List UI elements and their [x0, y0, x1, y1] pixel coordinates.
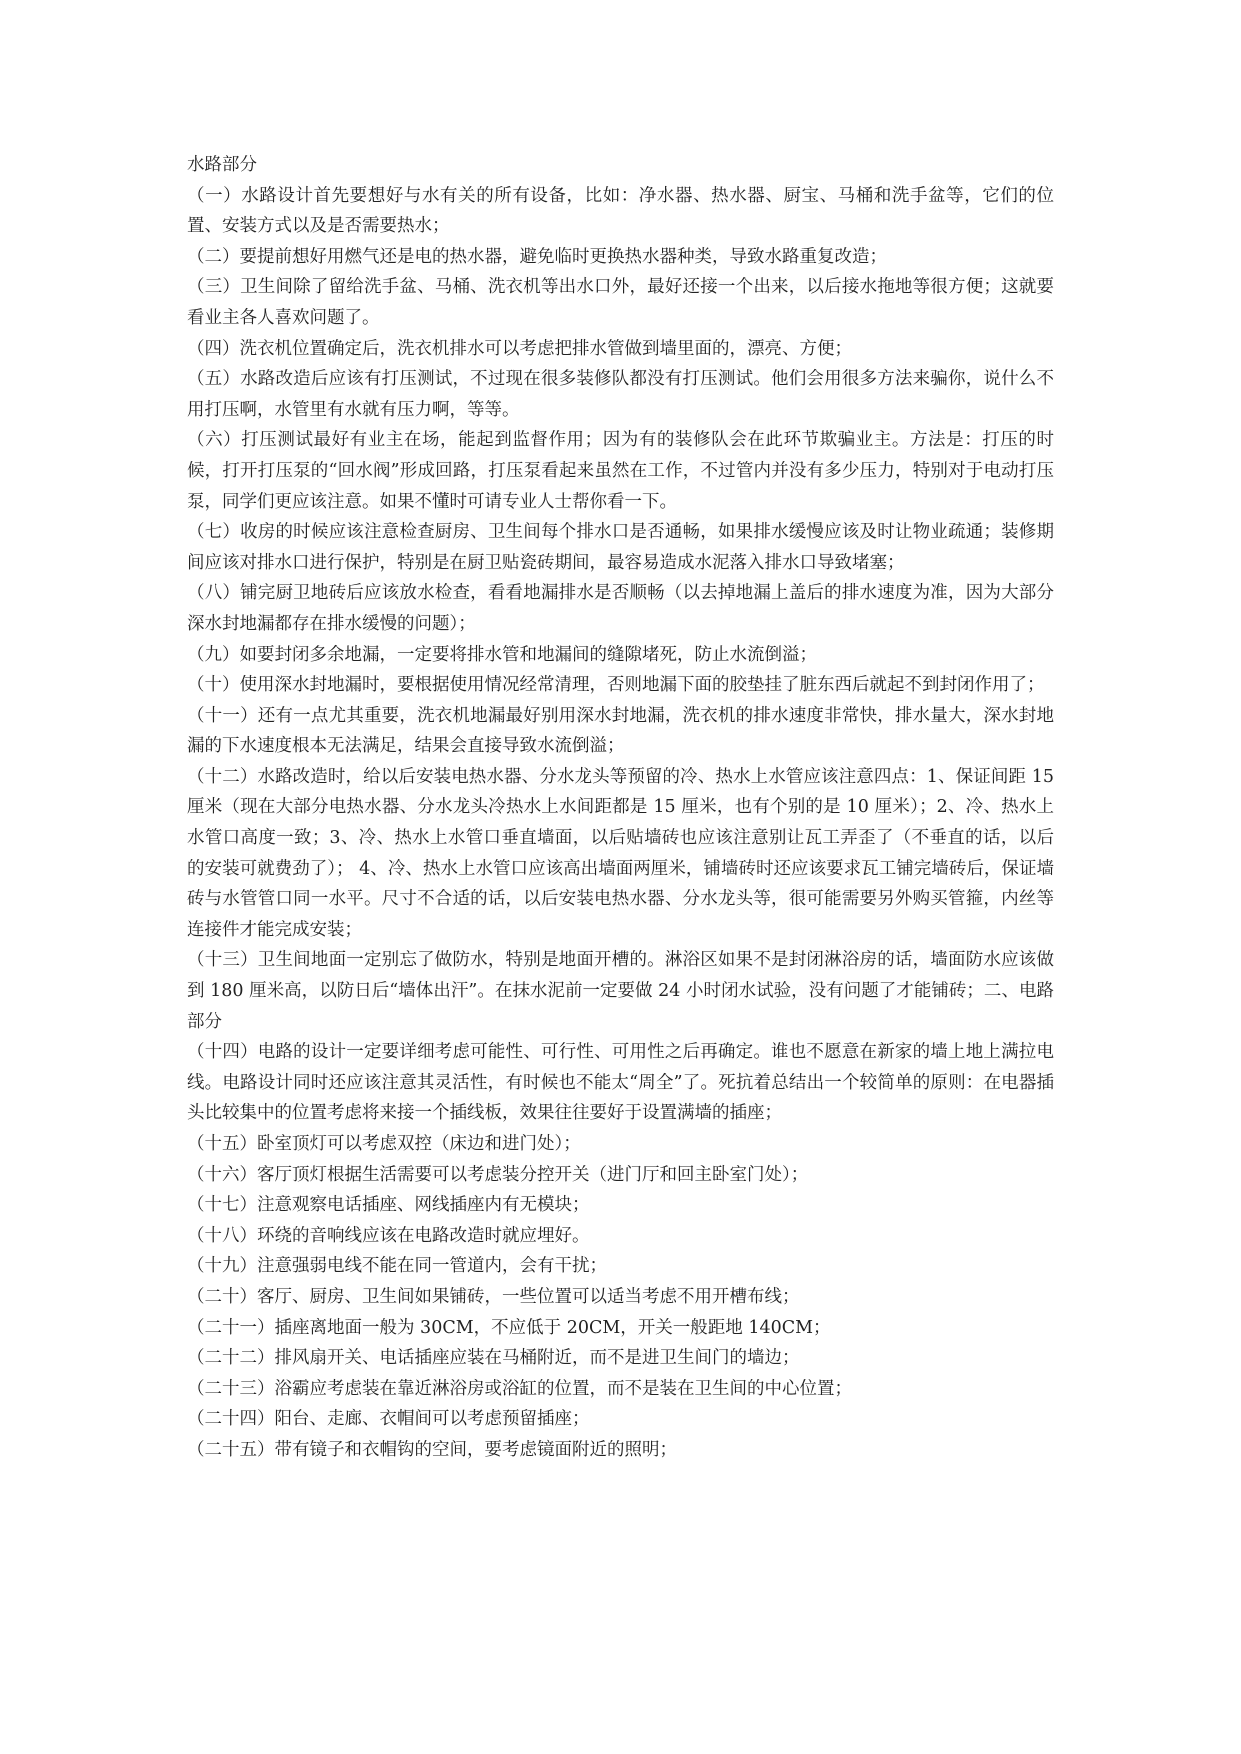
paragraph: （八）铺完厨卫地砖后应该放水检查，看看地漏排水是否顺畅（以去掉地漏上盖后的排水速度为准，因为大部分深水封地漏都存在排水缓慢的问题）；	[187, 583, 1054, 634]
paragraph: （二十二）排风扇开关、电话插座应装在马桶附近，而不是进卫生间门的墙边；	[187, 1348, 800, 1369]
paragraph: （十六）客厅顶灯根据生活需要可以考虑装分控开关（进门厅和回主卧室门处）；	[187, 1164, 809, 1185]
document-body	[187, 150, 1054, 1466]
paragraph: （十二）水路改造时，给以后安装电热水器、分水龙头等预留的冷、热水上水管应该注意四点：1、保证间距 15 厘米（现在大部分电热水器、分水龙头冷热水上水间距都是 15 厘米，也有个别的是 10 厘米）；2、冷、热水上水管口高度一致；3、冷、热水上水管口垂直墙面，以后贴墙砖也应该注意别让瓦工弄歪了（不垂直的话，以后的安装可就费劲了）； 4、冷、热水上水管口应该高出墙面两厘米，铺墙砖时还应该要求瓦工铺完墙砖后，保证墙砖与水管管口同一水平。尺寸不合适的话，以后安装电热水器、分水龙头等，很可能需要另外购买管箍，内丝等连接件才能完成安装；	[187, 766, 1054, 940]
paragraph: （一）水路设计首先要想好与水有关的所有设备，比如：净水器、热水器、厨宝、马桶和洗手盆等，它们的位置、安装方式以及是否需要热水；	[187, 185, 1054, 237]
paragraph: （二十）客厅、厨房、卫生间如果铺砖，一些位置可以适当考虑不用开槽布线；	[187, 1286, 800, 1307]
paragraph: （十九）注意强弱电线不能在同一管道内，会有干扰；	[187, 1256, 607, 1277]
paragraph: （四）洗衣机位置确定后，洗衣机排水可以考虑把排水管做到墙里面的，漂亮、方便；	[187, 338, 852, 359]
paragraph: （七）收房的时候应该注意检查厨房、卫生间每个排水口是否通畅，如果排水缓慢应该及时让物业疏通；装修期间应该对排水口进行保护，特别是在厨卫贴瓷砖期间，最容易造成水泥落入排水口导致堵塞；	[187, 522, 1054, 573]
paragraph: （九）如要封闭多余地漏，一定要将排水管和地漏间的缝隙堵死，防止水流倒溢；	[187, 644, 817, 665]
paragraph: （五）水路改造后应该有打压测试，不过现在很多装修队都没有打压测试。他们会用很多方法来骗你，说什么不用打压啊，水管里有水就有压力啊，等等。	[187, 369, 1054, 420]
paragraph: （六）打压测试最好有业主在场，能起到监督作用；因为有的装修队会在此环节欺骗业主。方法是：打压的时候，打开打压泵的“回水阀”形成回路，打压泵看起来虽然在工作，不过管内并没有多少压力，特别对于电动打压泵，同学们更应该注意。如果不懂时可请专业人士帮你看一下。	[187, 430, 1054, 512]
paragraph: （十三）卫生间地面一定别忘了做防水，特别是地面开槽的。淋浴区如果不是封闭淋浴房的话，墙面防水应该做到 180 厘米高，以防日后“墙体出汗”。在抹水泥前一定要做 24 小时闭水试验，没有问题了才能铺砖；二、电路部分	[187, 950, 1054, 1032]
paragraph: （二）要提前想好用燃气还是电的热水器，避免临时更换热水器种类，导致水路重复改造；	[187, 246, 887, 267]
paragraph: （二十三）浴霸应考虑装在靠近淋浴房或浴缸的位置，而不是装在卫生间的中心位置；	[187, 1378, 852, 1399]
paragraph: （十一）还有一点尤其重要，洗衣机地漏最好别用深水封地漏，洗衣机的排水速度非常快，排水量大，深水封地漏的下水速度根本无法满足，结果会直接导致水流倒溢；	[187, 705, 1054, 757]
paragraph: （十五）卧室顶灯可以考虑双控（床边和进门处）；	[187, 1134, 581, 1154]
paragraph: （十）使用深水封地漏时，要根据使用情况经常清理，否则地漏下面的胶垫挂了脏东西后就起不到封闭作用了；	[187, 675, 1045, 696]
section-heading-water: 水路部分	[187, 155, 257, 175]
paragraph: （十八）环绕的音响线应该在电路改造时就应埋好。	[187, 1225, 590, 1246]
paragraph: （十七）注意观察电话插座、网线插座内有无模块；	[187, 1195, 590, 1216]
paragraph: （三）卫生间除了留给洗手盆、马桶、洗衣机等出水口外，最好还接一个出来，以后接水拖地等很方便；这就要看业主各人喜欢问题了。	[187, 277, 1054, 328]
paragraph: （二十五）带有镜子和衣帽钩的空间，要考虑镜面附近的照明；	[187, 1439, 677, 1460]
paragraph: （二十四）阳台、走廊、衣帽间可以考虑预留插座；	[187, 1409, 590, 1430]
paragraph: （二十一）插座离地面一般为 30CM，不应低于 20CM，开关一般距地 140CM；	[187, 1317, 831, 1338]
paragraph: （十四）电路的设计一定要详细考虑可能性、可行性、可用性之后再确定。谁也不愿意在新家的墙上地上满拉电线。电路设计同时还应该注意其灵活性，有时候也不能太“周全”了。死抗着总结出一个较简单的原则：在电器插头比较集中的位置考虑将来接一个插线板，效果往往要好于设置满墙的插座；	[187, 1042, 1054, 1124]
